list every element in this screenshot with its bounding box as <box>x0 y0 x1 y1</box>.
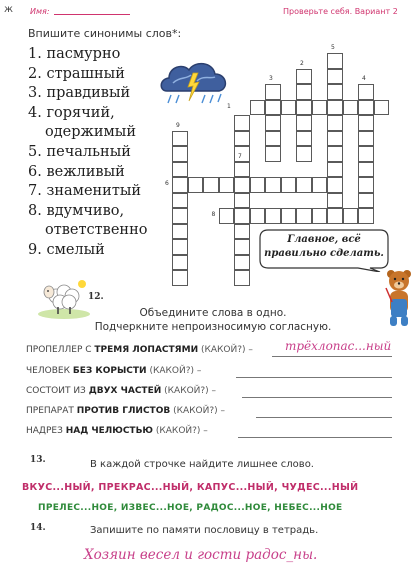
crossword-cell[interactable] <box>312 208 328 224</box>
crossword-cell[interactable] <box>172 270 188 286</box>
page-title: Проверьте себя. Вариант 2 <box>283 7 398 16</box>
task14-number: 14. <box>30 523 46 533</box>
list-item: 7. знаменитый <box>28 183 142 200</box>
crossword-cell[interactable] <box>234 162 250 178</box>
task14-instructions: Запишите по памяти пословицу в тетрадь. <box>90 525 319 536</box>
crossword-cell[interactable] <box>296 131 312 147</box>
crossword-cell[interactable] <box>250 177 266 193</box>
cross-icon: ж <box>4 4 14 15</box>
task12-number: 12. <box>88 292 104 302</box>
crossword-cell[interactable] <box>250 208 266 224</box>
crossword-cell[interactable] <box>327 193 343 209</box>
answer-line[interactable] <box>272 356 392 357</box>
task12-line: Подчеркните непроизносимую согласную. <box>94 321 332 333</box>
answer-line[interactable] <box>236 377 392 378</box>
crossword-cell[interactable] <box>265 146 281 162</box>
crossword-cell[interactable] <box>234 177 250 193</box>
row-keyword: ПРОТИВ ГЛИСТОВ <box>76 406 171 416</box>
crossword-cell[interactable] <box>172 193 188 209</box>
crossword-clue-number: 4 <box>362 75 366 82</box>
row-keyword: ДВУХ ЧАСТЕЙ <box>88 386 162 396</box>
crossword-cell[interactable] <box>358 208 374 224</box>
crossword-cell[interactable] <box>358 177 374 193</box>
crossword-cell[interactable] <box>234 270 250 286</box>
row-question: (КАКОЙ?) – <box>173 406 226 416</box>
crossword-cell[interactable] <box>203 177 219 193</box>
task12-row <box>26 426 208 436</box>
row-prefix: ЧЕЛОВЕК <box>26 366 70 376</box>
crossword-cell[interactable] <box>327 115 343 131</box>
crossword-cell[interactable] <box>172 162 188 178</box>
task12-row <box>26 366 201 376</box>
crossword-cell[interactable] <box>327 84 343 100</box>
storm-cloud-icon <box>157 57 231 107</box>
bubble-line: Главное, всё <box>287 234 361 245</box>
crossword-cell[interactable] <box>234 131 250 147</box>
crossword-cell[interactable] <box>358 115 374 131</box>
crossword-cell[interactable] <box>265 131 281 147</box>
row-prefix: ПРОПЕЛЛЕР С <box>26 345 92 355</box>
crossword-clue-number: 5 <box>331 44 335 51</box>
crossword-cell[interactable] <box>327 100 343 116</box>
crossword-cell[interactable] <box>234 115 250 131</box>
row-question: (КАКОЙ?) – <box>200 345 253 355</box>
crossword-cell[interactable] <box>219 208 235 224</box>
row-question: (КАКОЙ?) – <box>155 426 208 436</box>
task12-instructions <box>88 306 338 334</box>
crossword-cell[interactable] <box>296 115 312 131</box>
task12-row <box>26 386 216 396</box>
crossword-cell[interactable] <box>265 100 281 116</box>
list-item: одержимый <box>45 124 137 141</box>
crossword-cell[interactable] <box>234 224 250 240</box>
list-item: 5. печальный <box>28 143 131 160</box>
crossword-cell[interactable] <box>327 53 343 69</box>
crossword-cell[interactable] <box>172 208 188 224</box>
task13-number: 13. <box>30 455 46 465</box>
list-item: 4. горячий, <box>28 104 115 121</box>
list-item: 1. пасмурно <box>28 46 121 62</box>
name-field[interactable] <box>54 14 130 15</box>
row-prefix: СОСТОИТ ИЗ <box>26 386 86 396</box>
teddy-bear-icon <box>384 268 414 332</box>
crossword-clue-number: 8 <box>211 211 216 218</box>
crossword-cell[interactable] <box>327 146 343 162</box>
row-question: (КАКОЙ?) – <box>149 366 202 376</box>
sheep-icon <box>36 276 92 320</box>
crossword-cell[interactable] <box>265 208 281 224</box>
crossword-cell[interactable] <box>296 177 312 193</box>
crossword-cell[interactable] <box>343 100 359 116</box>
crossword-cell[interactable] <box>296 84 312 100</box>
row-prefix: ПРЕПАРАТ <box>26 406 74 416</box>
bubble-line: правильно сделать. <box>264 248 384 259</box>
crossword-cell[interactable] <box>358 131 374 147</box>
answer-line[interactable] <box>242 397 392 398</box>
list-item: 8. вдумчиво, <box>28 202 125 219</box>
crossword-cell[interactable] <box>296 146 312 162</box>
crossword-cell[interactable] <box>172 224 188 240</box>
crossword-cell[interactable] <box>250 100 266 116</box>
task12-row <box>26 345 253 355</box>
crossword-clue-number: 6 <box>165 180 169 187</box>
list-item: 3. правдивый <box>28 85 131 102</box>
crossword-cell[interactable] <box>296 69 312 85</box>
crossword-clue-number: 7 <box>238 152 242 160</box>
list-item: 6. вежливый <box>28 163 125 180</box>
crossword-cell[interactable] <box>234 208 250 224</box>
task13-instructions: В каждой строчке найдите лишнее слово. <box>90 459 314 470</box>
task12-line: Объедините слова в одно. <box>139 307 287 319</box>
crossword-cell[interactable] <box>281 208 297 224</box>
list-item: 2. страшный <box>28 65 125 82</box>
crossword-cell[interactable] <box>327 162 343 178</box>
crossword-cell[interactable] <box>312 100 328 116</box>
crossword-cell[interactable] <box>281 100 297 116</box>
crossword-cell[interactable] <box>234 239 250 255</box>
crossword-cell[interactable] <box>234 193 250 209</box>
name-label: Имя: <box>30 7 50 16</box>
row-keyword: БЕЗ КОРЫСТИ <box>72 366 147 376</box>
crossword-cell[interactable] <box>172 131 188 147</box>
word-row: ВКУС...НЫЙ, ПРЕКРАС...НЫЙ, КАПУС...НЫЙ, ЧУДЕС...НЫЙ <box>22 482 359 493</box>
crossword-cell[interactable] <box>172 255 188 271</box>
crossword-cell[interactable] <box>172 177 188 193</box>
crossword-cell[interactable] <box>358 162 374 178</box>
crossword-cell[interactable] <box>312 177 328 193</box>
crossword-clue-number: 2 <box>300 59 304 67</box>
crossword-cell[interactable] <box>296 100 312 116</box>
crossword-clue-number: 9 <box>176 121 180 129</box>
crossword-cell[interactable] <box>265 115 281 131</box>
bubble-text <box>262 233 386 261</box>
crossword-cell[interactable] <box>172 239 188 255</box>
proverb-text: Хозяин весел и гости радос_ны. <box>84 547 318 563</box>
row-prefix: НАДРЕЗ <box>26 426 63 436</box>
crossword-cell[interactable] <box>327 177 343 193</box>
list-item: 9. смелый <box>28 241 105 258</box>
row-keyword: НАД ЧЕЛЮСТЬЮ <box>65 426 153 436</box>
list-item: ответственно <box>45 222 148 239</box>
crossword-cell[interactable] <box>327 69 343 85</box>
crossword-cell[interactable] <box>358 84 374 100</box>
crossword-cell[interactable] <box>172 146 188 162</box>
crossword-cell[interactable] <box>358 146 374 162</box>
crossword-cell[interactable] <box>265 84 281 100</box>
crossword-cell[interactable] <box>281 177 297 193</box>
row-answer: трёхлопас...ный <box>285 339 392 353</box>
crossword-cell[interactable] <box>296 208 312 224</box>
crossword-cell[interactable] <box>188 177 204 193</box>
word-row: ПРЕЛЕС...НОЕ, ИЗВЕС...НОЕ, РАДОС...НОЕ, НЕБЕС...НОЕ <box>38 503 343 513</box>
crossword-clue-number: 3 <box>269 75 273 82</box>
task12-row <box>26 406 225 416</box>
crossword-clue-number: 1 <box>227 102 231 110</box>
answer-line[interactable] <box>256 417 392 418</box>
task11-intro: Впишите синонимы слов*: <box>28 27 182 40</box>
crossword-cell[interactable] <box>358 193 374 209</box>
row-keyword: ТРЕМЯ ЛОПАСТЯМИ <box>94 345 199 355</box>
synonym-list <box>28 45 147 261</box>
crossword-cell[interactable] <box>374 100 390 116</box>
crossword-cell[interactable] <box>234 255 250 271</box>
answer-line[interactable] <box>238 437 392 438</box>
crossword-cell[interactable] <box>343 208 359 224</box>
crossword-cell[interactable] <box>358 100 374 116</box>
crossword-cell[interactable] <box>219 177 235 193</box>
crossword-cell[interactable] <box>327 131 343 147</box>
crossword-cell[interactable] <box>327 208 343 224</box>
crossword-cell[interactable] <box>265 177 281 193</box>
row-question: (КАКОЙ?) – <box>164 386 217 396</box>
